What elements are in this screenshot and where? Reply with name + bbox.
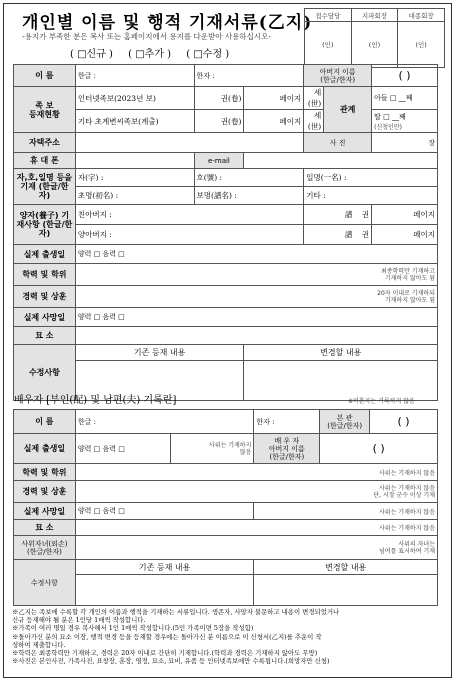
note-line: ※학력은 최종학력만 기재하고, 경력은 20자 이내로 간단히 기재합니다.(학력과 경력은 기재하지 않아도 무방) bbox=[12, 649, 318, 658]
relation-daughter-field[interactable]: 딸 □ __째 (신청인만) bbox=[372, 110, 438, 133]
spouse-name-hangul-field[interactable]: 한글 : bbox=[75, 410, 254, 434]
edit-change-field[interactable] bbox=[244, 361, 438, 401]
registry-row1-source[interactable]: 인터넷족보(2023년 보) bbox=[75, 87, 194, 110]
bio-father-field[interactable]: 친아버지 : bbox=[75, 205, 303, 225]
career-field[interactable]: 20자 이내로 기재하되 기재하지 않아도 됨 bbox=[75, 286, 437, 308]
death-field[interactable]: 양력 □ 음력 □ bbox=[75, 308, 437, 327]
type-new-checkbox[interactable]: ( □신규 ) bbox=[70, 49, 113, 60]
spouse-edit-change-field[interactable] bbox=[254, 575, 438, 606]
edit-col-existing: 기존 등재 내용 bbox=[75, 345, 244, 361]
edit-col-change: 변경할 내용 bbox=[244, 345, 438, 361]
spouse-edit-label: 수정사항 bbox=[14, 560, 76, 606]
stamp-header-branch: 지파회장 bbox=[351, 9, 398, 22]
bomyeong-field[interactable]: 보명(譜名) : bbox=[194, 187, 304, 205]
spouse-death-label: 실제 사망일 bbox=[14, 503, 76, 520]
bio-father-volume[interactable]: 譜 권 bbox=[304, 205, 372, 225]
other-name-field[interactable]: 기타 : bbox=[304, 187, 438, 205]
spouse-career-field[interactable]: 사위는 기재하지 않음 단, 시장 군수 이상 기재 bbox=[75, 481, 437, 503]
name-hanja-field[interactable]: 한자 : bbox=[194, 65, 304, 87]
stamp-seal-1[interactable]: (인) bbox=[305, 22, 352, 68]
spouse-birth-field[interactable]: 양력 □ 음력 □ bbox=[75, 434, 170, 464]
stamp-header-receiver: 접수담당 bbox=[305, 9, 352, 22]
stamp-seal-2[interactable]: (인) bbox=[351, 22, 398, 68]
note-line: ※가족이 여러 명일 경우 복사해서 1인 1매씩 작성합니다.(5인 가족이면 5장을 작성함) bbox=[12, 624, 254, 633]
photo-count-field[interactable]: 장 bbox=[372, 133, 438, 153]
note-line: 신규 등재해야 될 분은 1인당 1매씩 작성합니다. bbox=[12, 616, 146, 625]
ilmyeong-field[interactable]: 일명(一名) : bbox=[304, 169, 438, 187]
photo-label: 사 진 bbox=[304, 133, 372, 153]
adopt-father-page[interactable]: 페이지 bbox=[372, 225, 438, 245]
email-label: e-mail bbox=[194, 153, 244, 169]
registry-row2-source[interactable]: 기타 초계변씨족보(계출) bbox=[75, 110, 194, 133]
grave-field[interactable] bbox=[75, 327, 437, 345]
spouse-death-field[interactable]: 양력 □ 음력 □ bbox=[75, 503, 254, 520]
stamp-seal-3[interactable]: (인) bbox=[398, 22, 445, 68]
note-line: ※돌아가신 분의 묘소 이장, 행적 변경 등을 등재할 경우에는 돌아가신 분 이름으로 이 신청서(乙지)를 추운이 작 bbox=[12, 632, 322, 641]
registry-row1-page[interactable]: 페이지 bbox=[244, 87, 304, 110]
adopt-father-field[interactable]: 양아버지 : bbox=[75, 225, 303, 245]
spouse-grave-field[interactable]: 사위는 기재하지 않음 bbox=[75, 520, 437, 536]
name-hangul-field[interactable]: 한글 : bbox=[75, 65, 194, 87]
spouse-children-label: 사위자녀(외손) (한글/한자) bbox=[14, 536, 76, 560]
spouse-name-hanja-field[interactable]: 한자 : bbox=[254, 410, 320, 434]
spouse-education-field[interactable]: 사위는 기재하지 않음 bbox=[75, 464, 437, 481]
grave-label: 묘 소 bbox=[14, 327, 76, 345]
chomyeong-field[interactable]: 초명(初名) : bbox=[75, 187, 194, 205]
registry-row1-volume[interactable]: 권(卷) bbox=[194, 87, 244, 110]
address-label: 자택주소 bbox=[14, 133, 76, 153]
career-label: 경력 및 상훈 bbox=[14, 286, 76, 308]
adoption-label: 양자(養子) 기재사항 (한글/한자) bbox=[14, 205, 76, 245]
note-line: ※乙지는 족보에 수록할 각 개인의 이름과 행적을 기재하는 서류입니다. 생존자, 사망자 불문하고 내용이 변경되었거나 bbox=[12, 608, 340, 616]
spouse-father-label: 배 우 자 아버지 이름 (한글/한자) bbox=[254, 434, 320, 464]
registry-label: 족 보 등재현황 bbox=[14, 87, 76, 133]
type-edit-checkbox[interactable]: ( □수정 ) bbox=[186, 49, 230, 60]
spouse-education-label: 학력 및 학위 bbox=[14, 464, 76, 481]
ja-field[interactable]: 자(字) : bbox=[75, 169, 194, 187]
registry-row2-generation[interactable]: 세(世) bbox=[304, 110, 324, 133]
spouse-section-note: ※미혼자는 기록하지 않음 bbox=[348, 398, 415, 405]
education-label: 학력 및 학위 bbox=[14, 264, 76, 286]
registry-row1-generation[interactable]: 세(世) bbox=[304, 87, 324, 110]
registry-row2-page[interactable]: 페이지 bbox=[244, 110, 304, 133]
form-title: 개인별 이름 및 행적 기재서류(乙지) bbox=[22, 13, 313, 33]
relation-son-field[interactable]: 아들 □ __째 bbox=[372, 87, 438, 110]
relation-label: 관계 bbox=[324, 87, 372, 133]
spouse-grave-label: 묘 소 bbox=[14, 520, 76, 536]
form-subtitle: -용지가 부족한 분은 복사 또는 홈페이지에서 용지를 다운받아 사용하십시오- bbox=[22, 32, 272, 41]
email-field[interactable] bbox=[244, 153, 438, 169]
address-field[interactable] bbox=[75, 133, 303, 153]
spouse-death-note: 사위는 기재하지 않음 bbox=[254, 503, 438, 520]
spouse-edit-col-existing: 기존 등재 내용 bbox=[75, 560, 254, 575]
edit-label: 수정사항 bbox=[14, 345, 76, 401]
form-type-options bbox=[70, 45, 241, 60]
ho-field[interactable]: 호(號) : bbox=[194, 169, 304, 187]
spouse-birth-label: 실제 출생일 bbox=[14, 434, 76, 464]
alias-label: 자,호,일명 등을 기재 (한글/한자) bbox=[14, 169, 76, 205]
spouse-edit-existing-field[interactable] bbox=[75, 575, 254, 606]
spouse-origin-field[interactable]: ( ) bbox=[370, 410, 438, 434]
note-line: ※사진은 본인사진, 가족사진, 표창장, 훈장, 영정, 묘소, 묘비, 유품 등 인터넷족보에만 수록됩니다.(희망자만 신청) bbox=[12, 657, 330, 666]
spouse-birth-note: 사위는 기재하지 않음 bbox=[170, 434, 254, 464]
father-name-field[interactable]: ( ) bbox=[372, 65, 438, 87]
spouse-name-label: 이 름 bbox=[14, 410, 76, 434]
father-name-label: 아버지 이름 (한글/한자) bbox=[304, 65, 372, 87]
spouse-children-field[interactable]: 사위의 자녀는 넘여를 표시하여 기재 bbox=[75, 536, 437, 560]
adopt-father-volume[interactable]: 譜 권 bbox=[304, 225, 372, 245]
name-label: 이 름 bbox=[14, 65, 76, 87]
type-add-checkbox[interactable]: ( □추가 ) bbox=[128, 49, 172, 60]
birth-field[interactable]: 양력 □ 음력 □ bbox=[75, 245, 437, 264]
spouse-table bbox=[13, 409, 438, 606]
note-line: 성하여 제출합니다. bbox=[12, 640, 66, 649]
phone-field[interactable] bbox=[75, 153, 194, 169]
spouse-section-title: 배우자 [부인(配) 및 남편(夫) 기록란] bbox=[14, 395, 177, 406]
registry-row2-volume[interactable]: 권(卷) bbox=[194, 110, 244, 133]
spouse-career-label: 경력 및 상훈 bbox=[14, 481, 76, 503]
spouse-father-field[interactable]: ( ) bbox=[320, 434, 438, 464]
education-field[interactable]: 최종학력만 기재하고 기재하지 않아도 됨 bbox=[75, 264, 437, 286]
bio-father-page[interactable]: 페이지 bbox=[372, 205, 438, 225]
spouse-origin-label: 본 관 (한글/한자) bbox=[320, 410, 370, 434]
instructions-notes bbox=[12, 608, 444, 665]
death-label: 실제 사망일 bbox=[14, 308, 76, 327]
person-table bbox=[13, 64, 438, 401]
birth-label: 실제 출생일 bbox=[14, 245, 76, 264]
stamp-header-president: 대종회장 bbox=[398, 9, 445, 22]
approval-stamp-table bbox=[304, 8, 445, 68]
phone-label: 휴 대 폰 bbox=[14, 153, 76, 169]
spouse-edit-col-change: 변경할 내용 bbox=[254, 560, 438, 575]
